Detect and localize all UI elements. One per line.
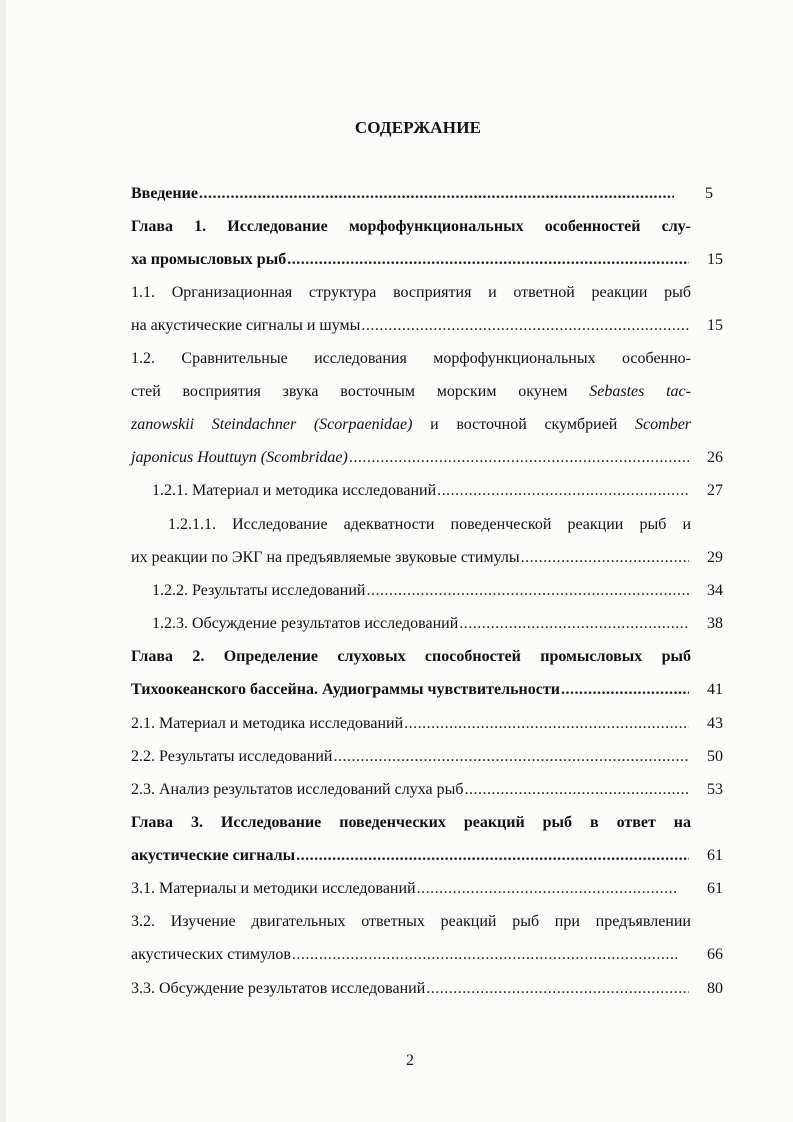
toc-entry-intro[interactable] [131, 183, 676, 205]
toc-leader [361, 315, 689, 337]
toc-page: 61 [707, 847, 723, 864]
toc-page: 27 [707, 482, 723, 499]
toc-entry-3-1[interactable] [131, 878, 679, 900]
toc-entry-ch2[interactable] [131, 679, 691, 701]
toc-leader [333, 746, 689, 768]
toc-text: стей восприятия звука восточным морским окунем [131, 383, 590, 400]
toc-entry-2-2[interactable] [131, 746, 691, 768]
toc-leader [287, 249, 689, 271]
toc-entry-ch1-line1[interactable]: Глава 1. Исследование морфофункциональных особенностей слу- [131, 218, 691, 235]
toc-label: Тихоокеанского бассейна. Аудиограммы чувствительности [131, 681, 560, 698]
toc-entry-1-1[interactable] [131, 315, 691, 337]
toc-entry-ch3[interactable] [131, 845, 691, 867]
toc-page: 26 [707, 449, 723, 466]
toc-label: их реакции по ЭКГ на предъявляемые звуковые стимулы [131, 549, 520, 566]
toc-leader [404, 713, 689, 735]
toc-leader [464, 779, 689, 801]
toc-entry-2-3[interactable] [131, 779, 691, 801]
toc-entry-1-1-line1[interactable]: 1.1. Организационная структура восприятия и ответной реакции рыб [131, 284, 691, 301]
toc-leader [199, 183, 674, 205]
toc-entry-1-2[interactable] [131, 447, 691, 469]
toc-text: и восточной скумбрией [412, 416, 636, 433]
toc-entry-1-2-1[interactable] [152, 480, 691, 502]
toc-label: 1.2.1. Материал и методика исследований [152, 482, 437, 499]
toc-leader [459, 613, 689, 635]
toc-label: Введение [131, 185, 198, 202]
toc-label: 2.3. Анализ результатов исследований слуха рыб [131, 781, 464, 798]
toc-entry-ch2-line1[interactable]: Глава 2. Определение слуховых способностей промысловых рыб [131, 648, 691, 665]
toc-label: акустические сигналы [131, 847, 296, 864]
toc-page: 61 [707, 880, 723, 897]
toc-page: 15 [707, 251, 723, 268]
toc-label: 2.1. Материал и методика исследований [131, 715, 404, 732]
toc-page: 43 [707, 715, 723, 732]
toc-page: 38 [707, 615, 723, 632]
page-title: СОДЕРЖАНИЕ [354, 118, 482, 137]
toc-entry-1-2-line3[interactable] [131, 414, 691, 436]
toc-leader [366, 580, 689, 602]
toc-entry-3-3[interactable] [131, 978, 691, 1000]
page-number: 2 [406, 1052, 414, 1069]
toc-entry-ch3-line1[interactable]: Глава 3. Исследование поведенческих реакций рыб в ответ на [131, 814, 691, 831]
toc-entry-1-2-1-1-line1[interactable]: 1.2.1.1. Исследование адекватности поведенческой реакции рыб и [168, 516, 691, 533]
species-name: Scomber [635, 416, 692, 433]
toc-label: 1.2.3. Обсуждение результатов исследований [152, 615, 459, 632]
toc-leader [296, 845, 689, 867]
toc-label: 1.2.2. Результаты исследований [152, 582, 366, 599]
toc-entry-1-2-2[interactable] [152, 580, 691, 602]
toc-leader [561, 679, 689, 701]
toc-leader [521, 547, 689, 569]
toc-leader [292, 944, 677, 966]
toc-entry-3-2-line1[interactable]: 3.2. Изучение двигательных ответных реакций рыб при предъявлении [131, 913, 691, 930]
species-name: Sebastes tac- [589, 383, 691, 400]
toc-page: 5 [705, 185, 713, 202]
toc-leader [417, 878, 677, 900]
toc-entry-2-1[interactable] [131, 713, 691, 735]
toc-entry-ch1[interactable] [131, 249, 691, 271]
species-name: zanowskii Steindachner (Scorpaenidae) [131, 416, 413, 433]
toc-page: 53 [707, 781, 723, 798]
toc-page: 80 [707, 980, 723, 997]
toc-label: ха промысловых рыб [131, 251, 287, 268]
toc-page: 50 [707, 748, 723, 765]
toc-page: 34 [707, 582, 723, 599]
toc-entry-1-2-line2[interactable] [131, 381, 691, 403]
toc-entry-1-2-line1[interactable]: 1.2. Сравнительные исследования морфофункциональных особенно- [131, 350, 691, 367]
toc-label: 3.1. Материалы и методики исследований [131, 880, 416, 897]
toc-label: 2.2. Результаты исследований [131, 748, 333, 765]
toc-label: акустических стимулов [131, 946, 291, 963]
toc-page: 29 [707, 549, 723, 566]
toc-page: 41 [707, 681, 723, 698]
toc-page: 66 [707, 946, 723, 963]
toc-label: japonicus Houttuyn (Scombridae) [131, 449, 348, 466]
toc-page: 15 [707, 317, 723, 334]
toc-label: на акустические сигналы и шумы [131, 317, 361, 334]
toc-entry-1-2-1-1[interactable] [131, 547, 691, 569]
toc-leader [426, 978, 689, 1000]
toc-leader [349, 447, 689, 469]
toc-entry-1-2-3[interactable] [152, 613, 691, 635]
toc-label: 3.3. Обсуждение результатов исследований [131, 980, 426, 997]
toc-entry-3-2[interactable] [131, 944, 679, 966]
toc-leader [437, 480, 689, 502]
